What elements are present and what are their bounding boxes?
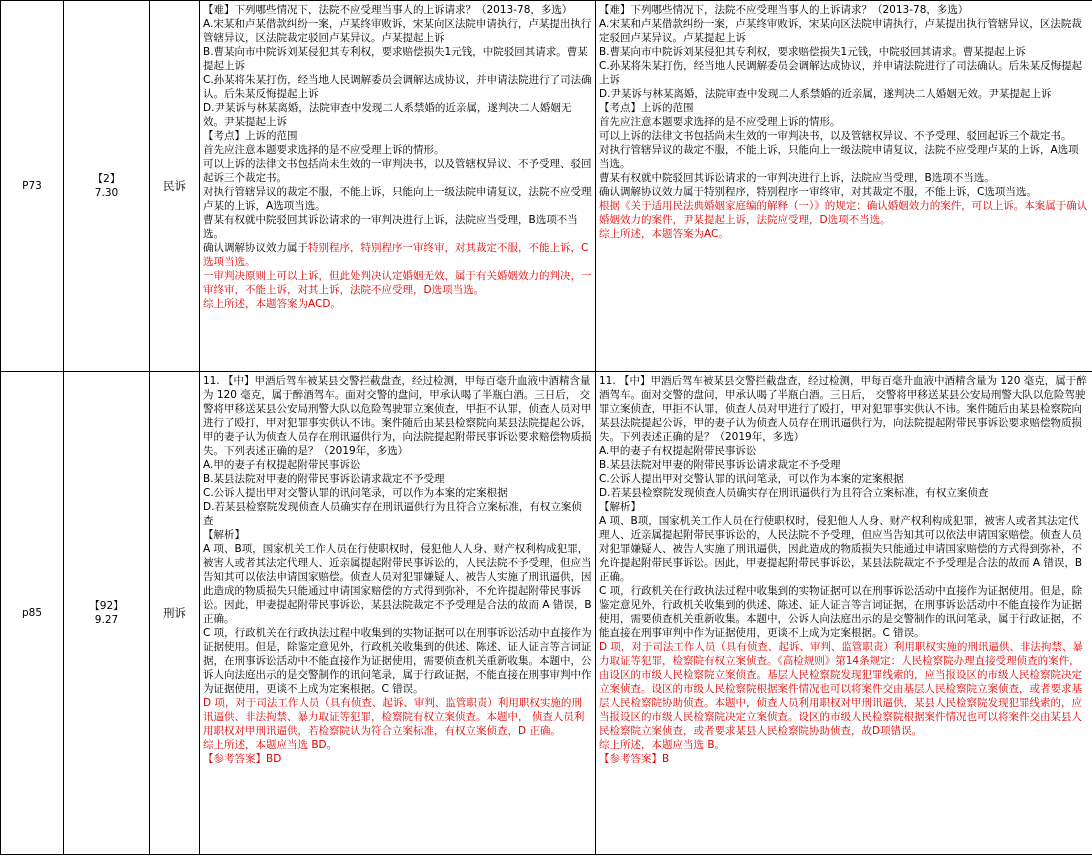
item-number: 【2】 — [92, 173, 121, 185]
text-line: B.某县法院对甲妻的附带民事诉讼请求裁定不予受理 — [203, 473, 445, 485]
original-text-cell — [200, 1, 596, 372]
text-line — [203, 241, 592, 269]
text-line: 【参考答案】B — [599, 753, 670, 765]
text-line: 【考点】上诉的范围 — [599, 102, 694, 114]
corrected-text-block — [599, 374, 1089, 766]
text-line: A 项、B项，国家机关工作人员在行使职权时，侵犯他人人身、财产权利构成犯罪，被害人或者其法定代理人、近亲属提起附带民事诉讼的，人民法院不予受理，但应当告知其可以依法申请国家赔偿。侦查人员对犯罪嫌疑人、被告人实施了刑讯逼供，因此造成的物质损失只能通过申请国家赔偿的方式得到弥补，不允许提起附带民事诉讼。因此，甲妻提起附带民事诉讼，某县法院裁定不予受理是合法的故而 A 错误，B 正确。 — [203, 543, 592, 625]
page-label: p85 — [21, 607, 43, 619]
item-date: 9.27 — [94, 614, 119, 626]
text-line: D.尹某诉与林某离婚，法院审查中发现二人系禁婚的近亲属，遂判决二人婚姻无效。尹某提起上诉 — [599, 88, 1052, 100]
corrected-text-cell — [596, 1, 1092, 372]
text-line: 11. 【中】甲酒后驾车被某县交警拦截盘查，经过检测，甲每百毫升血液中酒精含量为 120 毫克，属于醉酒驾车。面对交警的盘问，甲承认喝了半瓶白酒。三日后， 交警将甲移送某县公安局刑警大队以危险驾驶罪立案侦查，甲拒不认罪，侦查人员对甲进行了殴打，甲对犯罪事实供认不讳。案件随后由某县检察院向某县法院提起公诉，甲的妻子认为侦查人员存在刑讯逼供行为，向法院提起附带民事诉讼要求赔偿物质损失。下列表述正确的是？（2019年，多选） — [599, 375, 1087, 443]
text-line: D.若某县检察院发现侦查人员确实存在刑讯逼供行为且符合立案标准，有权立案侦查 — [599, 487, 989, 499]
text-line: 根据《关于适用民法典婚姻家庭编的解释（一）》的规定：确认婚姻效力的案件，可以上诉。本案属于确认婚姻效力的案件，尹某提起上诉，法院应受理，D选项不当选。 — [599, 200, 1088, 226]
text-line: 确认调解协议效力属于特别程序，特别程序一审终审，对其裁定不服，不能上诉，C选项当选。 — [599, 186, 1037, 198]
text-line: 【难】下列哪些情况下，法院不应受理当事人的上诉请求？（2013-78，多选） — [599, 4, 969, 16]
category-cell — [150, 1, 200, 372]
text-line: C.公诉人提出甲对交警认罪的讯问笔录，可以作为本案的定案根据 — [203, 487, 508, 499]
text-line: 曹某有权就中院驳回其诉讼请求的一审判决进行上诉，法院应当受理，B选项不当选。 — [203, 214, 578, 240]
text-line: 综上所述，本题应当选 BD。 — [203, 739, 338, 751]
text-line: B.曹某向市中院诉刘某侵犯其专利权，要求赔偿损失1元钱，中院驳回其请求。曹某提起上诉 — [203, 46, 588, 72]
number-cell — [64, 372, 150, 855]
text-line: 曹某有权就中院驳回其诉讼请求的一审判决进行上诉，法院应当受理，B选项不当选。 — [599, 172, 995, 184]
text-line: 可以上诉的法律文书包括尚未生效的一审判决书，以及管辖权异议、不予受理、驳回起诉三个裁定书。 — [203, 158, 592, 184]
text-line: 一审判决原则上可以上诉，但此处判决认定婚姻无效，属于有关婚姻效力的判决，一审终审，不能上诉，对其上诉，法院不应受理，D选项当选。 — [203, 270, 592, 296]
table-row — [1, 1, 1092, 372]
text-line: D 项，对于司法工作人员（具有侦查、起诉、审判、监管职责）利用职权实施的刑讯逼供、非法拘禁、暴力取证等犯罪，检察院有权立案侦查。《高检规则》第14条规定：人民检察院办理直接受理侦查的案件，由设区的市级人民检察院立案侦查。基层人民检察院发现犯罪线索的，应当报设区的市级人民检察院决定立案侦查。设区的市级人民检察院根据案件情况也可以将案件交由基层人民检察院立案侦查，或者要求基层人民检察院协助侦查。本题中，侦查人员利用职权对甲刑讯逼供，某县人民检察院发现犯罪线索的，应当报设区的市级人民检察院决定立案侦查。设区的市级人民检察院根据案件情况也可以将案件交由某县人民检察院立案侦查，或者要求某县人民检察院协助侦查，故D项错误。 — [599, 641, 1083, 737]
text-segment: 确认调解协议效力属于 — [203, 242, 308, 254]
text-line: D 项，对于司法工作人员（具有侦查、起诉、审判、监管职责）利用职权实施的刑讯逼供、非法拘禁、暴力取证等犯罪，检察院有权立案侦查。本题中， 侦查人员利用职权对甲刑讯逼供，若检察院认为符合立案标准，有权立案侦查，D 正确。 — [203, 697, 585, 737]
item-date: 7.30 — [94, 187, 119, 199]
text-segment-highlight: 特别程序，特别程序一审终审，对其裁定不服，不能上诉，C选项当选。 — [203, 242, 589, 268]
text-line: B.曹某向市中院诉刘某侵犯其专利权，要求赔偿损失1元钱，中院驳回其请求。曹某提起上诉 — [599, 46, 1026, 58]
page-label: P73 — [22, 180, 42, 192]
category-cell — [150, 372, 200, 855]
text-line: A.宋某和卢某借款纠纷一案，卢某终审败诉，宋某向区法院申请执行，卢某提出执行管辖异议，区法院裁定驳回卢某异议。卢某提起上诉 — [203, 18, 592, 44]
text-line: 综上所述，本题答案为AC。 — [599, 228, 729, 240]
text-line: C 项，行政机关在行政执法过程中收集到的实物证据可以在刑事诉讼活动中直接作为证据使用。但是，除鉴定意见外，行政机关收集到的供述、陈述、证人证言等言词证据，在刑事诉讼活动中不能直接作为证据使用，需要侦查机关重新收集。本题中，公诉人向法庭出示的是交警制作的讯问笔录，属于行政证据，不能直接在刑事审判中作为证据使用，更谈不上成为定案根据。C 错误。 — [203, 627, 592, 695]
text-line: 【解析】 — [599, 501, 641, 513]
text-line: D.尹某诉与林某离婚，法院审查中发现二人系禁婚的近亲属，遂判决二人婚姻无效。尹某提起上诉 — [203, 102, 572, 128]
text-line: 【解析】 — [203, 529, 245, 541]
page-cell — [1, 1, 64, 372]
number-cell — [64, 1, 150, 372]
corrected-text-cell — [596, 372, 1092, 855]
text-line: 对执行管辖异议的裁定不服，不能上诉，只能向上一级法院申请复议，法院不应受理卢某的上诉，A选项当选。 — [203, 186, 592, 212]
category-label: 刑诉 — [163, 606, 186, 620]
item-number: 【92】 — [89, 600, 124, 612]
text-line: 综上所述，本题应当选 B。 — [599, 739, 726, 751]
text-line: 首先应注意本题要求选择的是不应受理上诉的情形。 — [203, 144, 445, 156]
corrected-text-block — [599, 3, 1089, 241]
text-line: C.公诉人提出甲对交警认罪的讯问笔录，可以作为本案的定案根据 — [599, 473, 904, 485]
text-line: 【考点】上诉的范围 — [203, 130, 298, 142]
text-line: A 项、B项，国家机关工作人员在行使职权时，侵犯他人人身、财产权利构成犯罪，被害人或者其法定代理人、近亲属提起附带民事诉讼的，人民法院不予受理，但应当告知其可以依法申请国家赔偿。侦查人员对犯罪嫌疑人、被告人实施了刑讯逼供，因此造成的物质损失只能通过申请国家赔偿的方式得到弥补，不允许提起附带民事诉讼。因此，甲妻提起附带民事诉讼，某县法院裁定不予受理是合法的故而 A 错误，B 正确。 — [599, 515, 1083, 583]
text-line: 【难】下列哪些情况下，法院不应受理当事人的上诉请求？（2013-78，多选） — [203, 4, 573, 16]
text-line: D.若某县检察院发现侦查人员确实存在刑讯逼供行为且符合立案标准，有权立案侦查 — [203, 501, 582, 527]
text-line: C.孙某将朱某打伤，经当地人民调解委员会调解达成协议，并申请法院进行了司法确认。后朱某反悔提起上诉 — [599, 60, 1083, 86]
text-line: 可以上诉的法律文书包括尚未生效的一审判决书，以及管辖权异议、不予受理、驳回起诉三个裁定书。 — [599, 130, 1072, 142]
text-line: A.甲的妻子有权提起附带民事诉讼 — [599, 445, 757, 457]
original-text-block — [203, 374, 592, 766]
table-row — [1, 372, 1092, 855]
text-line: 首先应注意本题要求选择的是不应受理上诉的情形。 — [599, 116, 841, 128]
text-line: 综上所述，本题答案为ACD。 — [203, 298, 341, 310]
page-cell — [1, 372, 64, 855]
text-line: C.孙某将朱某打伤，经当地人民调解委员会调解达成协议，并申请法院进行了司法确认。后朱某反悔提起上诉 — [203, 74, 592, 100]
text-line: A.甲的妻子有权提起附带民事诉讼 — [203, 459, 361, 471]
original-text-block — [203, 3, 592, 311]
text-line: A.宋某和卢某借款纠纷一案，卢某终审败诉，宋某向区法院申请执行，卢某提出执行管辖异议，区法院裁定驳回卢某异议。卢某提起上诉 — [599, 18, 1082, 44]
text-line: B.某县法院对甲妻的附带民事诉讼请求裁定不予受理 — [599, 459, 841, 471]
text-line: 对执行管辖异议的裁定不服，不能上诉，只能向上一级法院申请复议，法院不应受理卢某的上诉，A选项当选。 — [599, 144, 1079, 170]
category-label: 民诉 — [163, 179, 186, 193]
text-line: C 项，行政机关在行政执法过程中收集到的实物证据可以在刑事诉讼活动中直接作为证据使用。但是，除鉴定意见外，行政机关收集到的供述、陈述、证人证言等言词证据，在刑事诉讼活动中不能直接作为证据使用，需要侦查机关重新收集。本题中，公诉人向法庭出示的是交警制作的讯问笔录，属于行政证据，不能直接在刑事审判中作为证据使用，更谈不上成为定案根据。C 错误。 — [599, 585, 1083, 639]
original-text-cell — [200, 372, 596, 855]
text-line: 【参考答案】BD — [203, 753, 282, 765]
text-line: 11. 【中】甲酒后驾车被某县交警拦截盘查，经过检测，甲每百毫升血液中酒精含量为 120 毫克，属于醉酒驾车。面对交警的盘问，甲承认喝了半瓶白酒。三日后， 交警将甲移送某县公安局刑警大队以危险驾驶罪立案侦查，甲拒不认罪，侦查人员对甲进行了殴打，甲对犯罪事实供认不讳。案件随后由某县检察院向某县法院提起公诉，甲的妻子认为侦查人员存在刑讯逼供行为，向法院提起附带民事诉讼要求赔偿物质损失。下列表述正确的是？（2019年，多选） — [203, 375, 592, 457]
